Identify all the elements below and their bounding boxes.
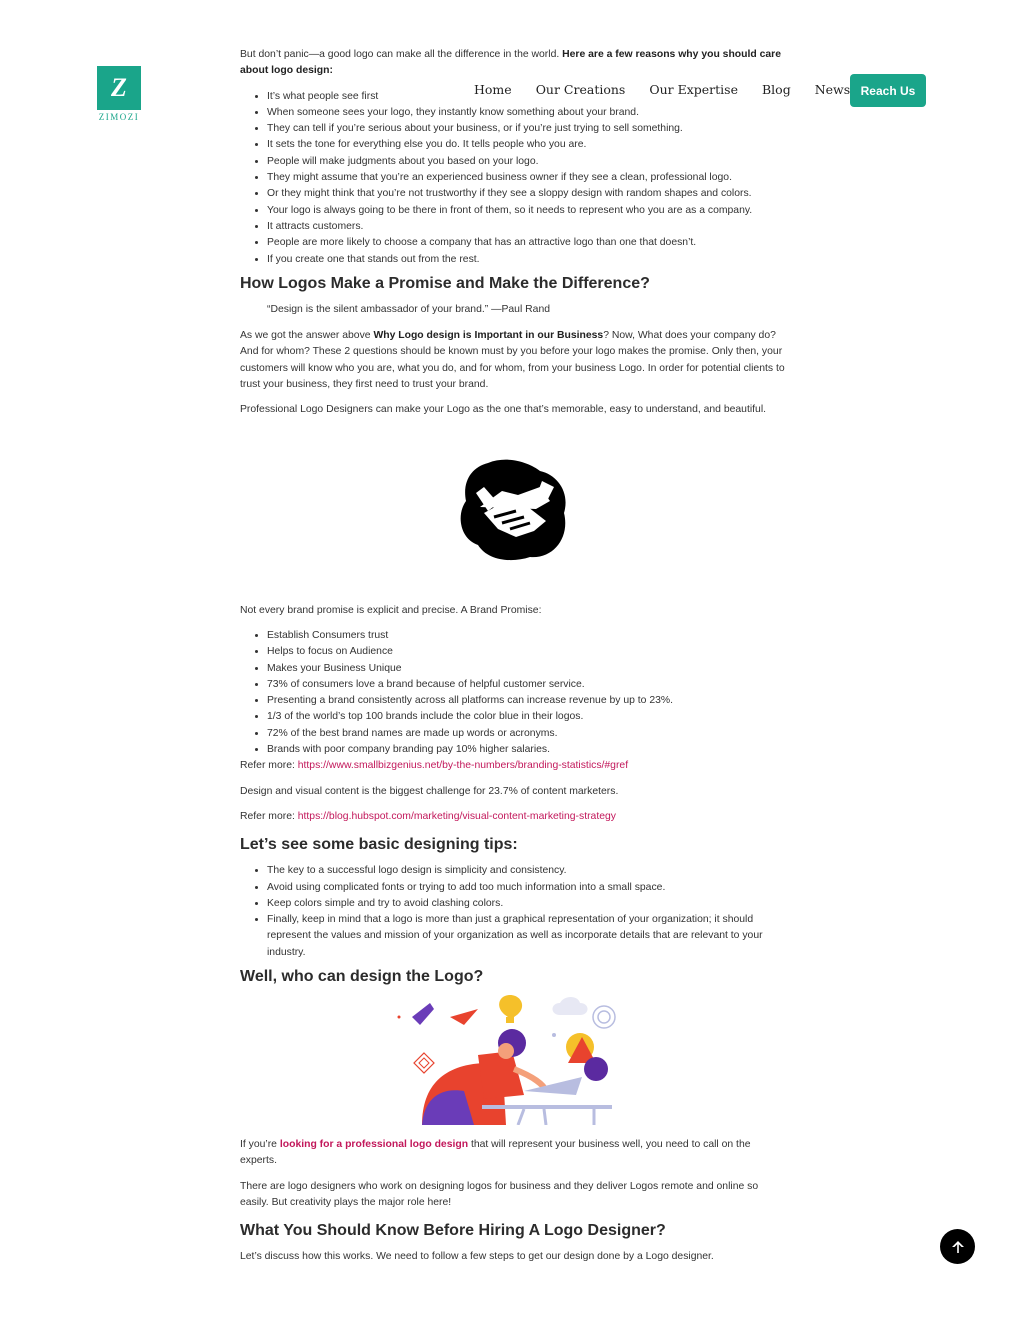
list-item: • Presenting a brand consistently across all platforms can increase revenue by up to 23%. xyxy=(267,693,788,709)
list-item: • Makes your Business Unique xyxy=(267,661,788,677)
list-item: • 1/3 of the world’s top 100 brands include the color blue in their logos. xyxy=(267,709,788,725)
list-item: • 73% of consumers love a brand because of helpful customer service. xyxy=(267,677,788,693)
logo-wordmark: ZIMOZI xyxy=(98,112,140,122)
brand-logo[interactable] xyxy=(96,66,142,122)
refer-link-1[interactable]: https://www.smallbizgenius.net/by-the-numbers/branding-statistics/#gref xyxy=(297,760,629,772)
list-item: • 72% of the best brand names are made up words or acronyms. xyxy=(267,726,788,742)
nav-news[interactable]: News xyxy=(814,82,851,97)
nav-home[interactable]: Home xyxy=(474,82,512,97)
refer-line-2: Refer more: https://blog.hubspot.com/marketing/visual-content-marketing-strategy xyxy=(240,810,616,822)
paragraph-experts: If you’re looking for a professional logo design that will represent your business well, you need to call on the experts. xyxy=(240,1138,751,1167)
list-item: • It attracts customers. xyxy=(267,219,788,235)
refer-line-1: Refer more: https://www.smallbizgenius.net/by-the-numbers/branding-statistics/#gref xyxy=(240,760,629,772)
scroll-to-top-button[interactable] xyxy=(940,1229,975,1264)
promise-list xyxy=(267,628,788,758)
list-item: • Your logo is always going to be there in front of them, so it needs to represent who you are as a company. xyxy=(267,203,788,219)
nav-our-expertise[interactable]: Our Expertise xyxy=(649,82,738,97)
list-item: • Finally, keep in mind that a logo is more than just a graphical representation of your organization; it should represent the values and mission of your organization as well as incorporate details that are relevant to your industry. xyxy=(267,912,788,961)
list-item: • The key to a successful logo design is simplicity and consistency. xyxy=(267,863,788,879)
list-item: • When someone sees your logo, they instantly know something about your brand. xyxy=(267,105,788,121)
list-item: • Avoid using complicated fonts or trying to add too much information into a small space. xyxy=(267,880,788,896)
intro-paragraph: But don’t panic—a good logo can make all the difference in the world. Here are a few reasons why you should care about logo design: xyxy=(240,49,781,77)
list-item: • People will make judgments about you based on your logo. xyxy=(267,154,788,170)
intro-bold: Here are a few reasons why you should care about logo design: xyxy=(240,49,781,77)
list-item: • They might assume that you’re an experienced business owner if they see a clean, professional logo. xyxy=(267,170,788,186)
list-item: • If you create one that stands out from the rest. xyxy=(267,252,788,268)
refer-link-2[interactable]: https://blog.hubspot.com/marketing/visual-content-marketing-strategy xyxy=(297,810,616,822)
list-item: • It sets the tone for everything else you do. It tells people who you are. xyxy=(267,137,788,153)
quote: “Design is the silent ambassador of your brand.” —Paul Rand xyxy=(267,303,550,315)
heading-who: Well, who can design the Logo? xyxy=(240,967,484,985)
paragraph-challenge: Design and visual content is the biggest challenge for 23.7% of content marketers. xyxy=(240,785,619,797)
paragraph-answer: As we got the answer above Why Logo design is Important in our Business? Now, What does your company do? And for whom? These 2 questions should be known must by you before your logo makes the promise. Only then, your customers will know who you are, what you do, and for whom, from your business Logo. In order for potential clients to trust your business, they first need to trust your brand. xyxy=(240,330,785,391)
list-item: • They can tell if you’re serious about your business, or if you’re just trying to sell something. xyxy=(267,121,788,137)
list-item: • People are more likely to choose a company that has an attractive logo than one that doesn’t. xyxy=(267,235,788,251)
list-item: • Establish Consumers trust xyxy=(267,628,788,644)
heading-tips: Let’s see some basic designing tips: xyxy=(240,836,518,854)
nav-blog[interactable]: Blog xyxy=(761,82,791,97)
arrow-up-icon xyxy=(950,1239,966,1255)
paragraph-brand-promise: Not every brand promise is explicit and precise. A Brand Promise: xyxy=(240,604,542,616)
heading-promise: How Logos Make a Promise and Make the Difference? xyxy=(240,274,650,292)
reasons-list xyxy=(267,89,788,268)
reach-us-button[interactable]: Reach Us xyxy=(850,74,926,107)
list-item: • Or they might think that you’re not trustworthy if they see a sloppy design with random shapes and colors. xyxy=(267,186,788,202)
paragraph-designers: Professional Logo Designers can make your Logo as the one that’s memorable, easy to understand, and beautiful. xyxy=(240,404,767,416)
list-item: • It’s what people see first xyxy=(267,89,788,105)
tips-list xyxy=(267,863,788,961)
heading-hiring: What You Should Know Before Hiring A Logo Designer? xyxy=(240,1222,666,1240)
nav-our-creations[interactable]: Our Creations xyxy=(535,82,626,97)
list-item: • Helps to focus on Audience xyxy=(267,644,788,660)
logo-mark: Z xyxy=(97,66,141,110)
list-item: • Brands with poor company branding pay 10% higher salaries. xyxy=(267,742,788,758)
handshake-icon xyxy=(240,437,788,583)
paragraph-remote: There are logo designers who work on designing logos for business and they deliver Logos remote and online so easily. But creativity plays the major role here! xyxy=(240,1180,759,1208)
paragraph-steps: Let’s discuss how this works. We need to follow a few steps to get our design done by a Logo designer. xyxy=(240,1251,714,1263)
designer-illustration xyxy=(240,995,788,1125)
article-body xyxy=(240,47,788,1274)
professional-logo-link[interactable]: looking for a professional logo design xyxy=(279,1138,469,1150)
list-item: • Keep colors simple and try to avoid clashing colors. xyxy=(267,896,788,912)
